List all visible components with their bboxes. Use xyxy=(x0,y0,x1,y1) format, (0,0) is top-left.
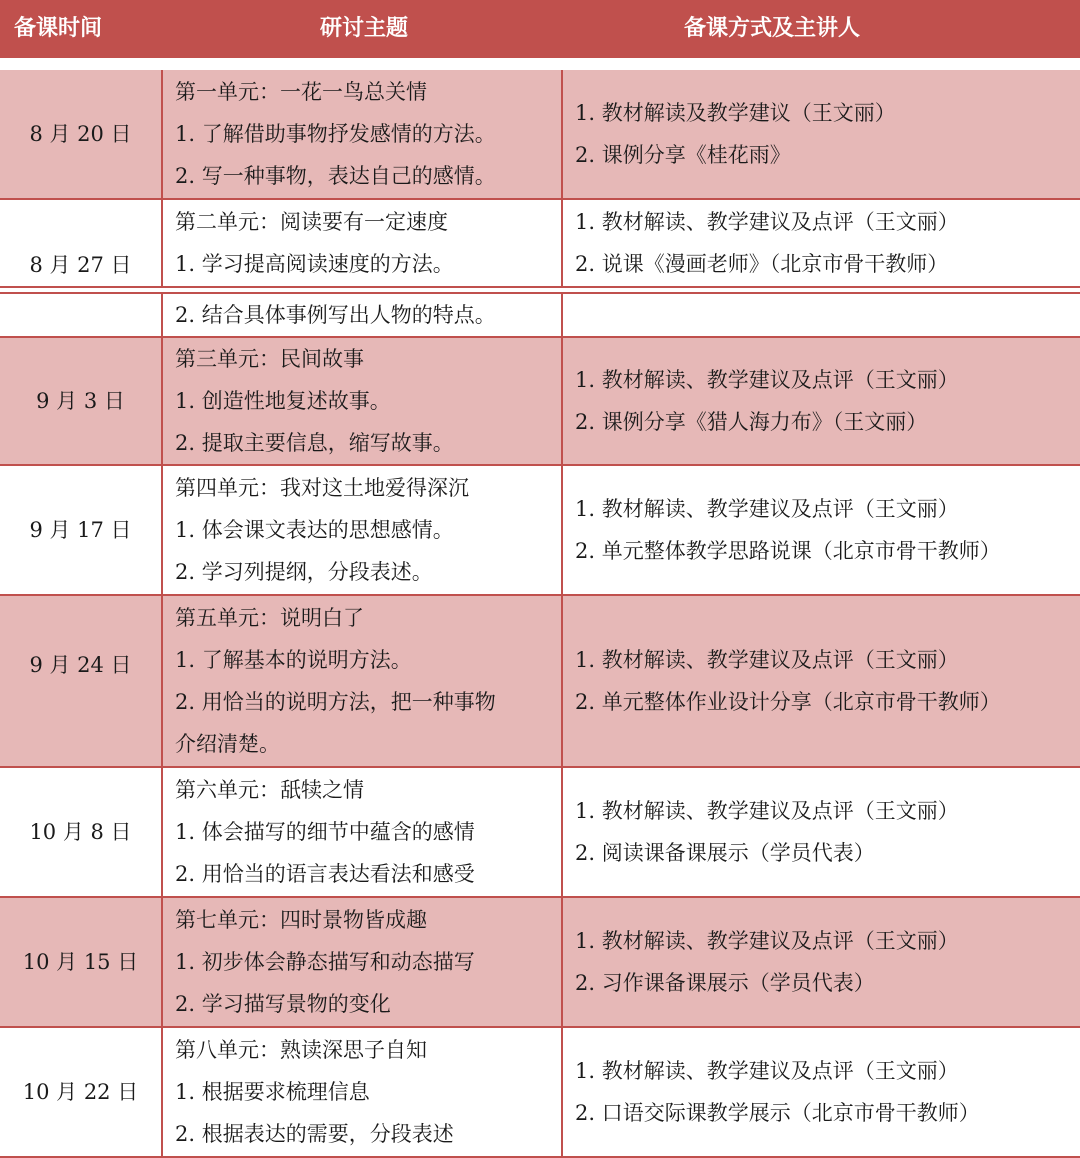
method-line: 1. 教材解读、教学建议及点评（王文丽） xyxy=(575,1059,959,1083)
date-cell xyxy=(0,898,163,1026)
method-line: 2. 口语交际课教学展示（北京市骨干教师） xyxy=(575,1101,980,1125)
date-text: 10 月 15 日 xyxy=(22,950,139,974)
topic-line: 1. 了解借助事物抒发感情的方法。 xyxy=(175,122,496,146)
topic-line: 第六单元：舐犊之情 xyxy=(175,778,364,802)
method-line: 2. 课例分享《桂花雨》 xyxy=(575,143,791,167)
method-line: 1. 教材解读、教学建议及点评（王文丽） xyxy=(575,929,959,953)
table-row xyxy=(0,596,1080,768)
date-cell xyxy=(0,1028,163,1156)
method-line: 2. 单元整体作业设计分享（北京市骨干教师） xyxy=(575,690,1001,714)
method-cell xyxy=(563,294,1080,336)
table-row xyxy=(0,1028,1080,1158)
topic-line: 第四单元：我对这土地爱得深沉 xyxy=(175,476,469,500)
table-row xyxy=(0,768,1080,898)
date-text: 10 月 8 日 xyxy=(29,820,132,844)
topic-cell xyxy=(163,338,563,464)
topic-line: 2. 结合具体事例写出人物的特点。 xyxy=(175,303,496,327)
method-cell xyxy=(563,1028,1080,1156)
topic-line: 第五单元：说明白了 xyxy=(175,606,364,630)
header-date: 备课时间 xyxy=(14,16,103,41)
method-cell xyxy=(563,70,1080,198)
method-cell xyxy=(563,200,1080,286)
date-cell xyxy=(0,596,163,766)
method-cell xyxy=(563,596,1080,766)
date-text: 9 月 24 日 xyxy=(29,653,132,677)
topic-line: 1. 了解基本的说明方法。 xyxy=(175,648,412,672)
method-line: 2. 课例分享《猎人海力布》（王文丽） xyxy=(575,410,928,434)
date-text: 9 月 3 日 xyxy=(36,389,125,413)
topic-cell xyxy=(163,200,563,286)
method-line: 1. 教材解读、教学建议及点评（王文丽） xyxy=(575,210,959,234)
topic-line: 第一单元：一花一鸟总关情 xyxy=(175,80,427,104)
table-row xyxy=(0,466,1080,596)
topic-line: 2. 学习描写景物的变化 xyxy=(175,992,391,1016)
schedule-table xyxy=(0,70,1080,1158)
method-line: 2. 单元整体教学思路说课（北京市骨干教师） xyxy=(575,539,1001,563)
topic-line: 第三单元：民间故事 xyxy=(175,347,364,371)
header-topic: 研讨主题 xyxy=(319,16,408,41)
topic-cell xyxy=(163,294,563,336)
method-cell xyxy=(563,466,1080,594)
date-text: 10 月 22 日 xyxy=(22,1080,139,1104)
method-line: 1. 教材解读、教学建议及点评（王文丽） xyxy=(575,497,959,521)
header-method: 备课方式及主讲人 xyxy=(683,16,860,41)
topic-line: 1. 学习提高阅读速度的方法。 xyxy=(175,252,454,276)
topic-line: 2. 用恰当的语言表达看法和感受 xyxy=(175,862,475,886)
method-line: 2. 说课《漫画老师》（北京市骨干教师） xyxy=(575,252,949,276)
topic-line: 1. 体会课文表达的思想感情。 xyxy=(175,518,454,542)
topic-line: 1. 创造性地复述故事。 xyxy=(175,389,391,413)
topic-line: 第七单元：四时景物皆成趣 xyxy=(175,908,427,932)
topic-line: 2. 提取主要信息，缩写故事。 xyxy=(175,431,454,455)
topic-line: 2. 写一种事物，表达自己的感情。 xyxy=(175,164,496,188)
date-text: 8 月 27 日 xyxy=(29,253,132,277)
method-cell xyxy=(563,898,1080,1026)
method-line: 1. 教材解读及教学建议（王文丽） xyxy=(575,101,896,125)
table-row xyxy=(0,200,1080,288)
table-header xyxy=(0,0,1080,66)
topic-line: 第二单元：阅读要有一定速度 xyxy=(175,210,448,234)
table-row xyxy=(0,338,1080,466)
topic-line: 2. 用恰当的说明方法，把一种事物 xyxy=(175,690,496,714)
method-line: 1. 教材解读、教学建议及点评（王文丽） xyxy=(575,648,959,672)
topic-line: 1. 初步体会静态描写和动态描写 xyxy=(175,950,475,974)
date-cell xyxy=(0,294,163,336)
topic-line: 第八单元：熟读深思子自知 xyxy=(175,1038,427,1062)
topic-line: 1. 根据要求梳理信息 xyxy=(175,1080,370,1104)
table-row xyxy=(0,898,1080,1028)
method-line: 1. 教材解读、教学建议及点评（王文丽） xyxy=(575,799,959,823)
method-line: 1. 教材解读、教学建议及点评（王文丽） xyxy=(575,368,959,392)
method-line: 2. 阅读课备课展示（学员代表） xyxy=(575,841,875,865)
date-cell xyxy=(0,70,163,198)
topic-cell xyxy=(163,70,563,198)
topic-cell xyxy=(163,1028,563,1156)
topic-cell xyxy=(163,898,563,1026)
date-cell xyxy=(0,768,163,896)
date-cell xyxy=(0,200,163,286)
topic-cell xyxy=(163,596,563,766)
topic-cell xyxy=(163,768,563,896)
topic-line: 2. 根据表达的需要，分段表述 xyxy=(175,1122,454,1146)
topic-line: 1. 体会描写的细节中蕴含的感情 xyxy=(175,820,475,844)
method-cell xyxy=(563,338,1080,464)
date-cell xyxy=(0,466,163,594)
method-line: 2. 习作课备课展示（学员代表） xyxy=(575,971,875,995)
topic-cell xyxy=(163,466,563,594)
table-row xyxy=(0,292,1080,338)
table-row xyxy=(0,70,1080,200)
topic-line: 介绍清楚。 xyxy=(175,732,280,756)
date-cell xyxy=(0,338,163,464)
date-text: 9 月 17 日 xyxy=(29,518,132,542)
date-text: 8 月 20 日 xyxy=(29,122,132,146)
method-cell xyxy=(563,768,1080,896)
topic-line: 2. 学习列提纲，分段表述。 xyxy=(175,560,433,584)
